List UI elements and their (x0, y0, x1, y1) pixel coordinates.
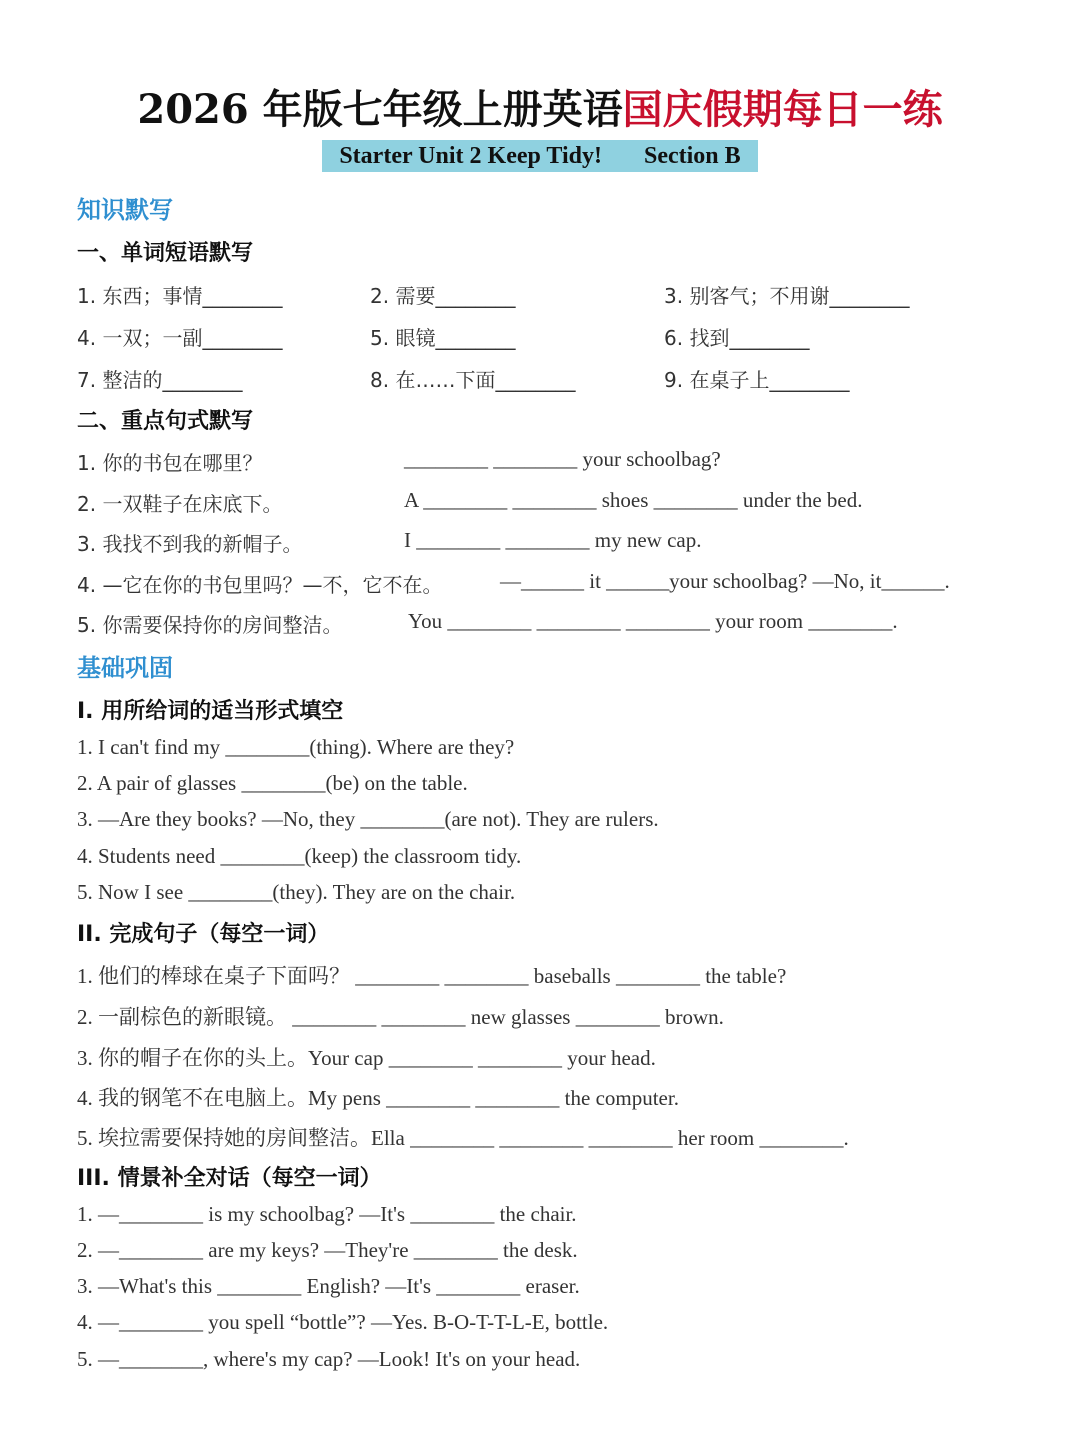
sentence-zh: 5. 你需要保持你的房间整洁。 (77, 613, 343, 637)
unit-subtitle: Starter Unit 2 Keep Tidy! Section B (322, 140, 758, 172)
exercise-item: 2. A pair of glasses ________(be) on the table. (77, 771, 468, 795)
exercise-item: 4. Students need ________(keep) the classroom tidy. (77, 844, 522, 868)
sentence-en: —______ it ______your schoolbag? —No, it______. (500, 569, 950, 593)
vocab-item: 5. 眼镜________ (370, 326, 516, 350)
sentence-en: ________ ________ your schoolbag? (404, 447, 721, 471)
exercise-item: 4. —________ you spell “bottle”? —Yes. B-O-T-T-L-E, bottle. (77, 1310, 609, 1334)
title-highlight: 国庆假期每日一练 (622, 86, 943, 133)
exercise-item: 4. 我的钢笔不在电脑上。My pens ________ ________ the computer. (77, 1086, 679, 1110)
sentence-zh: 3. 我找不到我的新帽子。 (77, 532, 303, 556)
sentence-zh: 4. —它在你的书包里吗？—不，它不在。 (77, 573, 443, 597)
sentence-en: A ________ ________ shoes ________ under the bed. (404, 488, 863, 512)
vocab-item: 9. 在桌子上________ (664, 368, 850, 392)
vocab-dictation-heading: 一、单词短语默写 (77, 241, 254, 266)
exercise-iii-heading: III. 情景补全对话（每空一词） (77, 1166, 382, 1191)
exercise-item: 3. 你的帽子在你的头上。Your cap ________ ________ your head. (77, 1046, 656, 1070)
exercise-item: 2. —________ are my keys? —They're ________ the desk. (77, 1238, 578, 1262)
exercise-i-heading: I. 用所给词的适当形式填空 (77, 699, 344, 724)
page-title (0, 78, 1080, 135)
sentence-dictation-heading: 二、重点句式默写 (77, 409, 254, 434)
exercise-item: 5. 埃拉需要保持她的房间整洁。Ella ________ ________ ________ her room ________. (77, 1126, 849, 1150)
sentence-en: I ________ ________ my new cap. (404, 528, 702, 552)
exercise-item: 1. 他们的棒球在桌子下面吗？ ________ ________ baseballs ________ the table? (77, 964, 787, 988)
exercise-item: 3. —What's this ________ English? —It's ________ eraser. (77, 1274, 580, 1298)
vocab-item: 6. 找到________ (664, 326, 810, 350)
vocab-item: 7. 整洁的________ (77, 368, 243, 392)
title-main: 2026 年版七年级上册英语 (137, 86, 623, 133)
sentence-zh: 2. 一双鞋子在床底下。 (77, 492, 283, 516)
exercise-item: 5. —________, where's my cap? —Look! It's on your head. (77, 1347, 581, 1371)
sentence-en: You ________ ________ ________ your room ________. (408, 609, 898, 633)
vocab-item: 4. 一双；一副________ (77, 326, 283, 350)
section-consolidation-heading: 基础巩固 (77, 654, 173, 682)
exercise-item: 1. —________ is my schoolbag? —It's ________ the chair. (77, 1202, 577, 1226)
exercise-item: 2. 一副棕色的新眼镜。 ________ ________ new glasses ________ brown. (77, 1005, 724, 1029)
exercise-item: 1. I can't find my ________(thing). Where are they? (77, 735, 515, 759)
exercise-ii-heading: II. 完成句子（每空一词） (77, 922, 330, 947)
exercise-item: 5. Now I see ________(they). They are on the chair. (77, 880, 516, 904)
vocab-item: 8. 在……下面________ (370, 368, 576, 392)
exercise-item: 3. —Are they books? —No, they ________(are not). They are rulers. (77, 807, 659, 831)
sentence-zh: 1. 你的书包在哪里？ (77, 451, 263, 475)
vocab-item: 3. 别客气；不用谢________ (664, 284, 910, 308)
vocab-item: 1. 东西；事情________ (77, 284, 283, 308)
vocab-item: 2. 需要________ (370, 284, 516, 308)
section-knowledge-heading: 知识默写 (77, 196, 173, 224)
